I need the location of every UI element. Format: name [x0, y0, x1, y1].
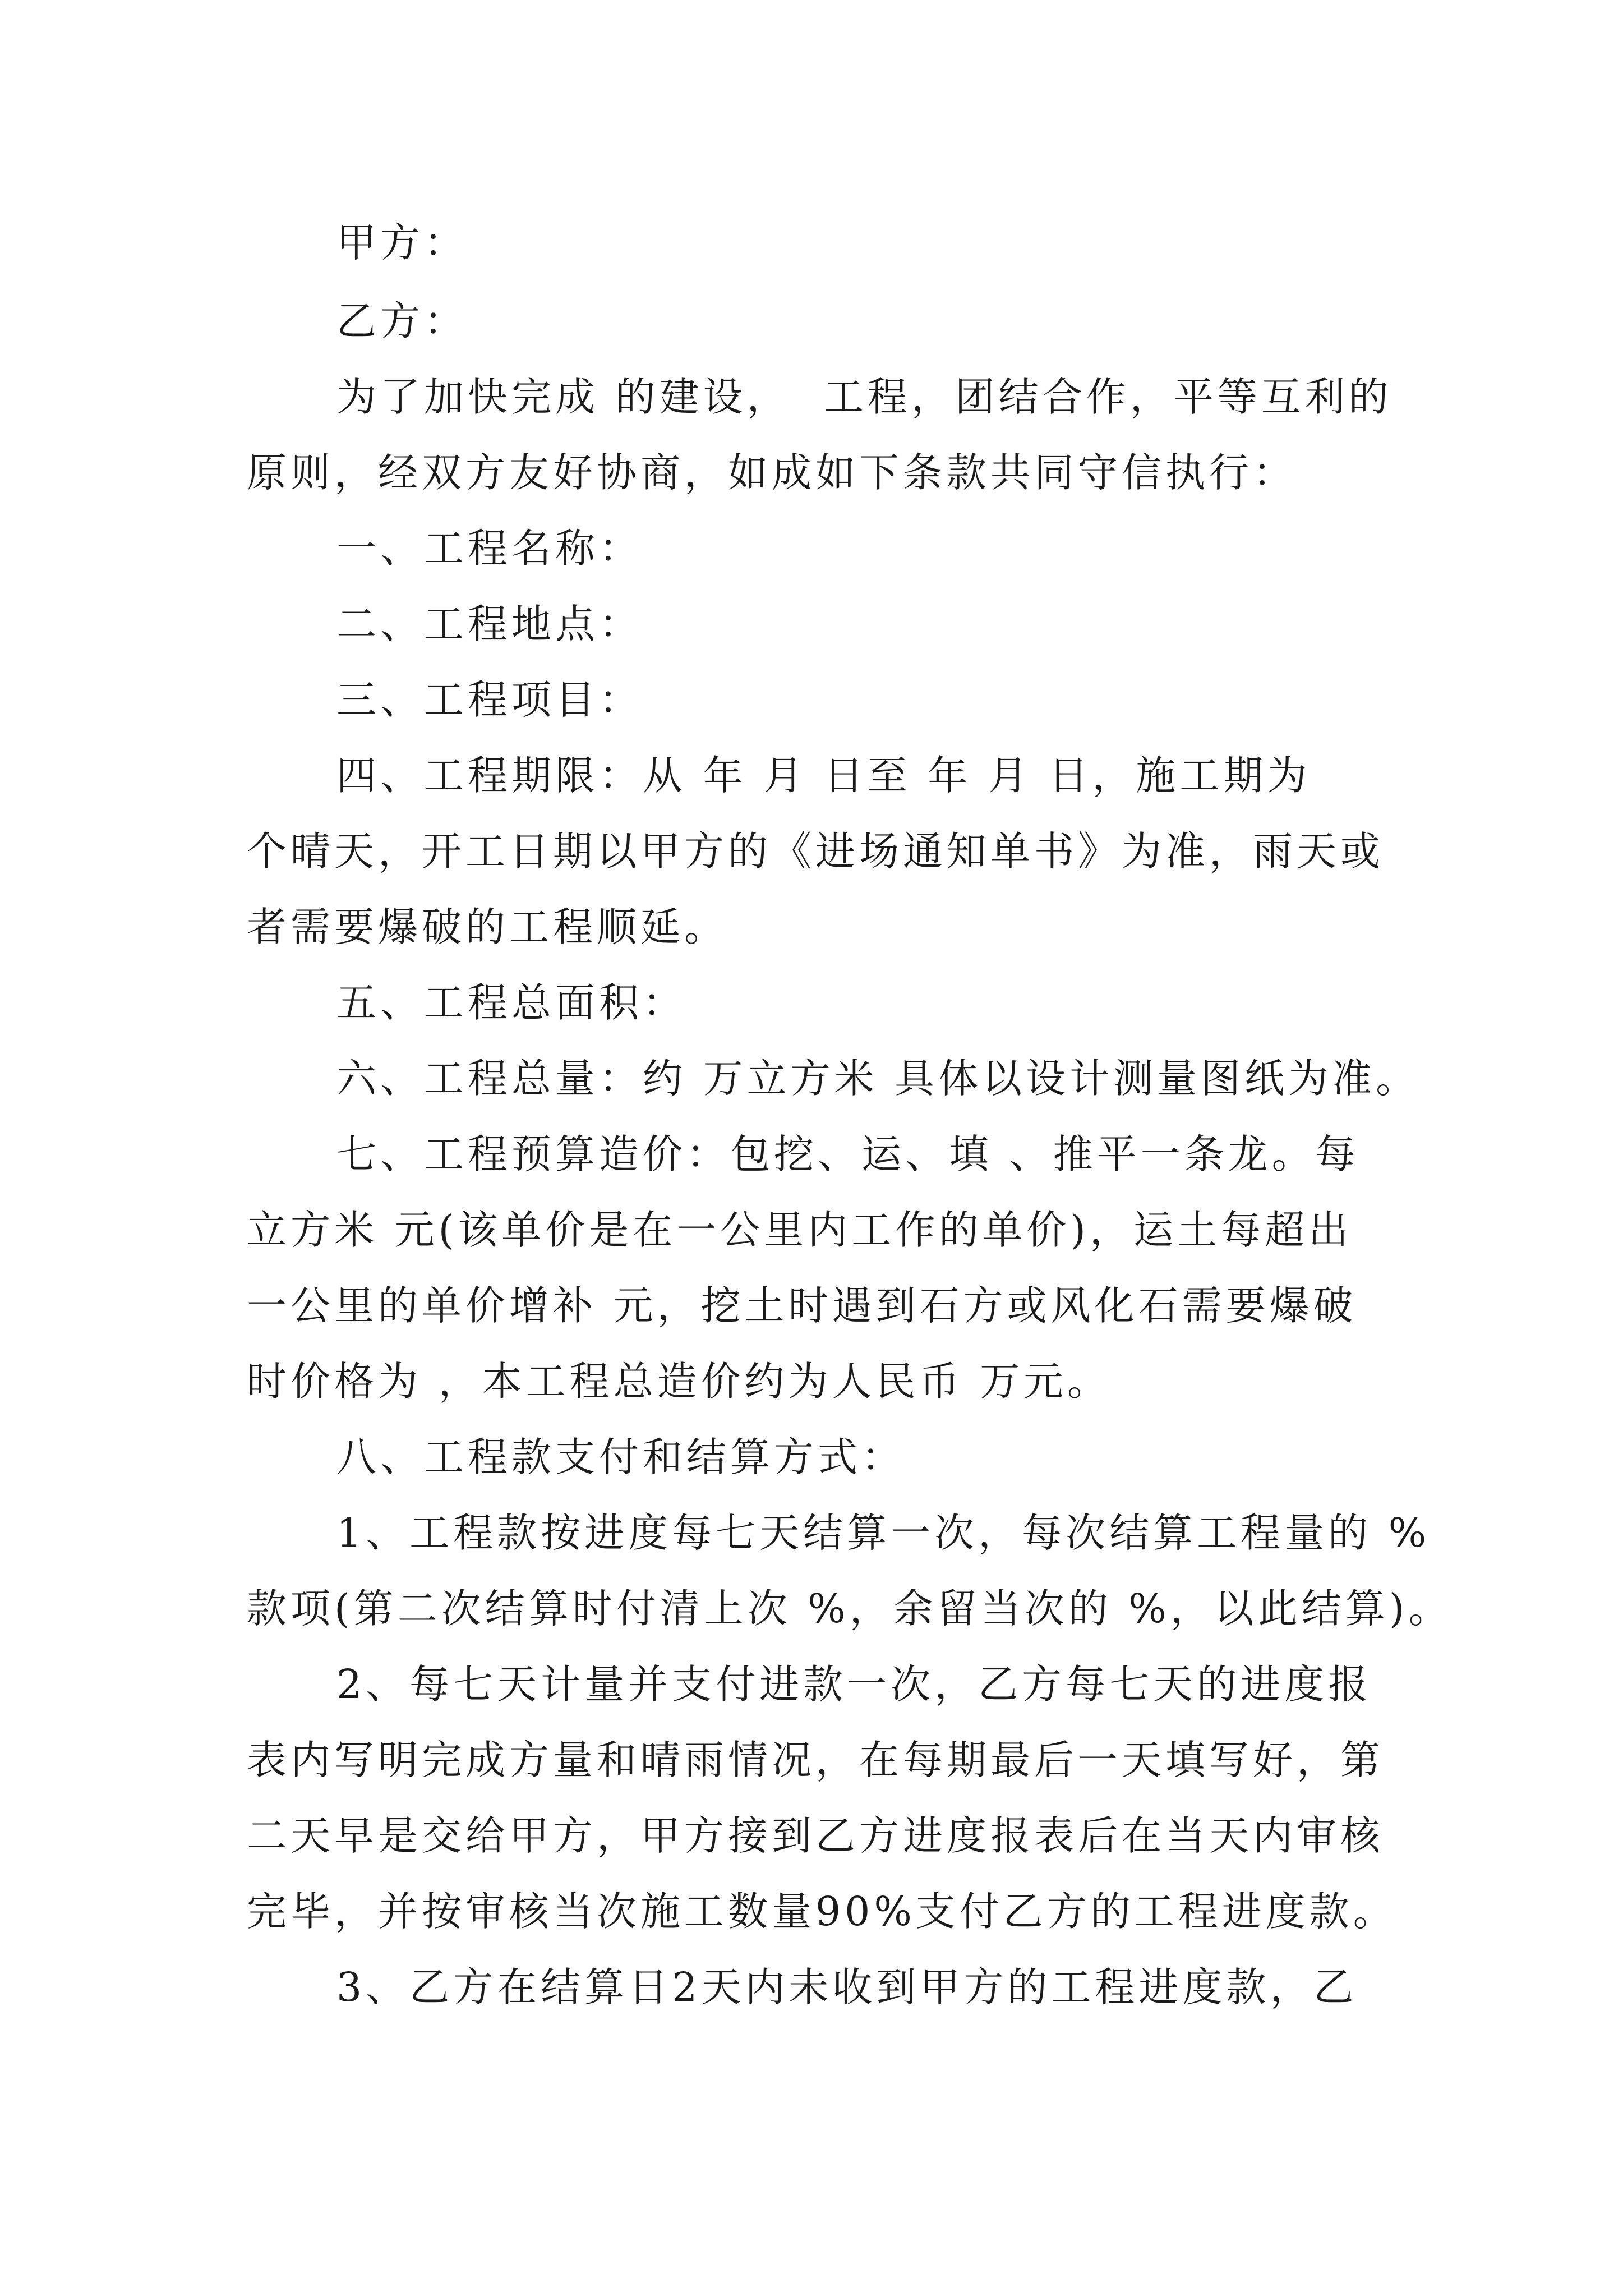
paragraph-line: 二天早是交给甲方，甲方接到乙方进度报表后在当天内审核 — [247, 1812, 1385, 1859]
paragraph-line: 原则，经双方友好协商，如成如下条款共同守信执行： — [247, 449, 1297, 496]
clause-heading: 二、工程地点： — [336, 601, 643, 647]
clause-heading: 五、工程总面积： — [336, 979, 687, 1026]
paragraph-line: 完毕，并按审核当次施工数量90%支付乙方的工程进度款。 — [247, 1888, 1397, 1935]
party-b-line: 乙方： — [336, 298, 468, 344]
paragraph-line: 四、工程期限：从 年 月 日至 年 月 日，施工期为 — [336, 752, 1311, 799]
paragraph-line: 六、工程总量：约 万立方米 具体以设计测量图纸为准。 — [336, 1055, 1420, 1102]
paragraph-line: 3、乙方在结算日2天内未收到甲方的工程进度款，乙 — [336, 1964, 1358, 2010]
clause-heading: 一、工程名称： — [336, 525, 643, 572]
party-a-line: 甲方： — [336, 219, 468, 266]
paragraph-line: 1、工程款按进度每七天结算一次，每次结算工程量的 % — [336, 1510, 1431, 1556]
paragraph-line: 者需要爆破的工程顺延。 — [247, 904, 728, 950]
paragraph-line: 一公里的单价增补 元，挖土时遇到石方或风化石需要爆破 — [247, 1282, 1357, 1329]
clause-heading: 八、工程款支付和结算方式： — [336, 1434, 906, 1480]
paragraph-line: 时价格为 ，本工程总造价约为人民币 万元。 — [247, 1358, 1112, 1405]
clause-heading: 三、工程项目： — [336, 677, 643, 723]
paragraph-line: 七、工程预算造价：包挖、运、填 、推平一条龙。每 — [336, 1131, 1359, 1177]
paragraph-line: 为了加快完成 的建设， 工程，团结合作，平等互利的 — [336, 374, 1393, 420]
paragraph-line: 立方米 元(该单价是在一公里内工作的单价)，运土每超出 — [247, 1207, 1352, 1253]
paragraph-line: 2、每七天计量并支付进款一次，乙方每七天的进度报 — [336, 1661, 1372, 1708]
paragraph-line: 个晴天，开工日期以甲方的《进场通知单书》为准，雨天或 — [247, 828, 1385, 875]
paragraph-line: 表内写明完成方量和晴雨情况，在每期最后一天填写好，第 — [247, 1737, 1385, 1783]
paragraph-line: 款项(第二次结算时付清上次 %，余留当次的 %，以此结算)。 — [247, 1585, 1453, 1632]
